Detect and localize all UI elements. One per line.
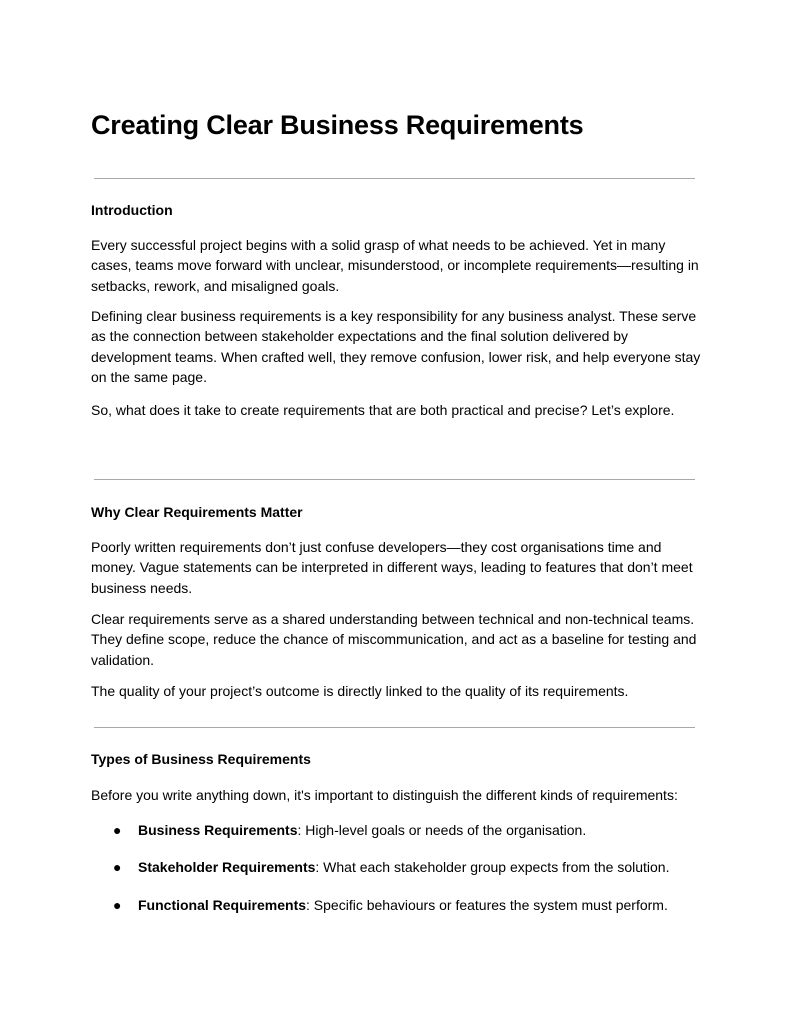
section-why-clear-requirements — [91, 502, 703, 522]
requirement-types-list — [91, 820, 711, 840]
introduction-paragraph-2: Defining clear business requirements is a key responsibility for any business analyst. These serve as the connection between stakeholder expectations and the final solution delivered by development teams. When crafted well, they remove confusion, lower risk, and help everyone stay on the same page. — [91, 308, 701, 386]
section-heading-types-of-requirements: Types of Business Requirements — [91, 751, 311, 767]
list-item-term: Stakeholder Requirements — [138, 859, 316, 875]
list-item-description: : High-level goals or needs of the organisation. — [297, 822, 587, 838]
page-title: Creating Clear Business Requirements — [91, 110, 584, 140]
section-heading-introduction: Introduction — [91, 202, 173, 218]
types-intro-paragraph: Before you write anything down, it's important to distinguish the different kinds of requirements: — [91, 787, 678, 803]
why-paragraph-1: Poorly written requirements don’t just confuse developers—they cost organisations time and money. Vague statements can be interpreted in different ways, leading to features that don’t meet business needs. — [91, 539, 693, 596]
why-paragraph-3: The quality of your project’s outcome is directly linked to the quality of its requirements. — [91, 683, 629, 699]
section-types-of-requirements — [91, 749, 703, 769]
requirement-types-list — [91, 857, 711, 877]
requirement-types-list — [91, 895, 711, 915]
list-item-term: Business Requirements — [138, 822, 298, 838]
list-item-term: Functional Requirements — [138, 897, 307, 913]
list-item-description: : What each stakeholder group expects from the solution. — [315, 859, 670, 875]
section-divider — [94, 178, 695, 179]
section-introduction — [91, 200, 703, 220]
bullet-icon: ● — [113, 897, 122, 913]
why-paragraph-2: Clear requirements serve as a shared understanding between technical and non-technical teams. They define scope, reduce the chance of miscommunication, and act as a baseline for testing and validation. — [91, 611, 697, 668]
list-item — [91, 820, 711, 840]
list-item — [91, 857, 711, 877]
list-item — [91, 895, 711, 915]
bullet-icon: ● — [113, 859, 122, 875]
section-divider — [94, 727, 695, 728]
section-heading-why-clear-requirements: Why Clear Requirements Matter — [91, 504, 303, 520]
introduction-paragraph-1: Every successful project begins with a solid grasp of what needs to be achieved. Yet in many cases, teams move forward with unclear, misunderstood, or incomplete requirements—resulting in setbacks, rework, and misaligned goals. — [91, 237, 699, 294]
introduction-paragraph-3: So, what does it take to create requirements that are both practical and precise? Let’s explore. — [91, 402, 675, 418]
bullet-icon: ● — [113, 822, 122, 838]
list-item-description: : Specific behaviours or features the system must perform. — [306, 897, 668, 913]
section-divider — [94, 479, 695, 480]
